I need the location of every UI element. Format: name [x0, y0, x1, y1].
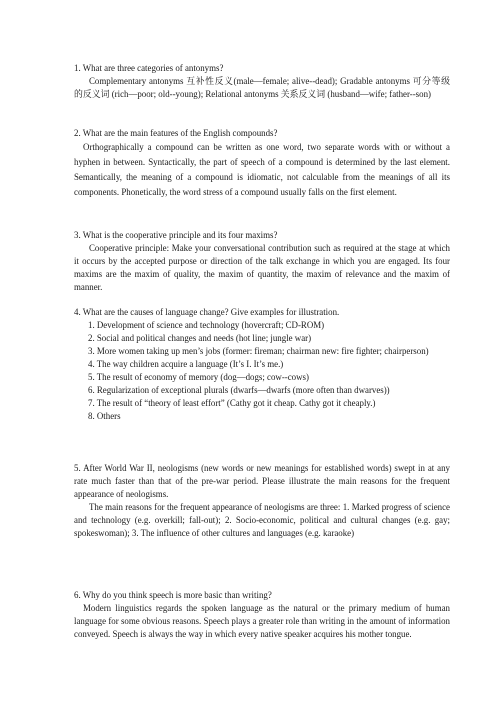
list-item: 8. Others	[88, 411, 121, 421]
answer-paragraph: Orthographically a compound can be written as one word, two separate words with or without a hyphen in between. Syntactically, the part of speech of a compound is determined by the last element. Semantically, the meaning of a compound is idiomatic, not calculable from the meanings of all its components. Phonetically, the word stress of a compound usually falls on the first element.	[74, 142, 450, 197]
list-item: 1. Development of science and technology (hovercraft; CD-ROM)	[88, 320, 325, 330]
question-title: 5. After World War II, neologisms (new words or new meanings for established words) swept in at any rate much faster than that of the pre-war period. Please illustrate the main reasons for the frequent appearance of neologisms.	[74, 463, 450, 499]
list-item: 4. The way children acquire a language (It’s I. It’s me.)	[88, 359, 284, 369]
list-item: 3. More women taking up men’s jobs (former: fireman; chairman new: fire fighter; chairperson)	[88, 346, 429, 356]
list-item: 6. Regularization of exceptional plurals (dwarfs—dwarfs (more often than dwarves))	[88, 385, 390, 395]
question-title: 6. Why do you think speech is more basic than writing?	[74, 590, 272, 600]
answer-paragraph: The main reasons for the frequent appearance of neologisms are three: 1. Marked progress of science and technology (e.g. overkill; fall-out); 2. Socio-economic, political and cultural changes (e.g. gay; spokeswoman); 3. The influence of other cultures and languages (e.g. karaoke)	[74, 502, 450, 538]
section-6	[74, 589, 450, 641]
list-item: 2. Social and political changes and needs (hot line; jungle war)	[88, 333, 312, 343]
section-3	[74, 229, 450, 294]
question-title: 2. What are the main features of the English compounds?	[74, 128, 278, 138]
question-title: 1. What are three categories of antonyms?	[74, 63, 224, 73]
answer-paragraph: Cooperative principle: Make your conversational contribution such as required at the stage at which it occurs by the accepted purpose or direction of the talk exchange in which you are engaged. Its four maxims are the maxim of quality, the maxim of quantity, the maxim of relevance and the maxim of manner.	[74, 243, 450, 292]
question-title: 4. What are the causes of language change? Give examples for illustration.	[74, 307, 340, 317]
question-title: 3. What is the cooperative principle and its four maxims?	[74, 230, 278, 240]
answer-paragraph: Modern linguistics regards the spoken language as the natural or the primary medium of human language for some obvious reasons. Speech plays a greater role than writing in the amount of information conveyed. Speech is always the way in which every native speaker acquires his mother tongue.	[74, 603, 450, 639]
list-item: 5. The result of economy of memory (dog—dogs; cow--cows)	[88, 372, 309, 382]
section-4	[74, 306, 450, 423]
section-5	[74, 462, 450, 540]
answer-paragraph: Complementary antonyms 互补性反义(male—female; alive--dead); Gradable antonyms 可分等级的反义词 (rich—poor; old--young); Relational antonyms 关系反义词 (husband—wife; father--son)	[74, 76, 450, 99]
list-item: 7. The result of “theory of least effort” (Cathy got it cheap. Cathy got it cheaply.)	[88, 398, 376, 408]
section-1	[74, 62, 450, 101]
section-2	[74, 127, 450, 200]
